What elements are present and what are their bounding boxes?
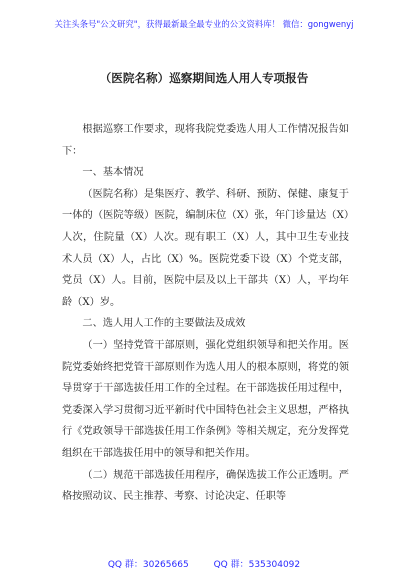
document-title: （医院名称）巡察期间选人用人专项报告	[99, 71, 309, 85]
footer-qq-groups	[0, 557, 408, 570]
qq-group-1: QQ 群：30265665	[107, 560, 189, 570]
section-heading-practices: 二、选人用人工作的主要做法及成效	[82, 318, 246, 330]
header-notice: 关注头条号"公文研究"，获得最新最全最专业的公文资料库！ 微信：gongwenyj	[54, 19, 354, 29]
document-body	[62, 119, 349, 508]
section-heading-basic: 一、基本情况	[82, 167, 144, 179]
basic-info-paragraph: （医院名称）是集医疗、教学、科研、预防、保健、康复于一体的（医院等级）医院，编制床位（X）张，年门诊量达（X）人次，住院量（X）人次。现有职工（X）人，其中卫生专业技术人员（X）人，占比（X）%。医院党委下设（X）个党支部，党员（X）人。目前，医院中层及以上干部共（X）人，平均年龄（X）岁。	[62, 188, 349, 308]
practice-paragraph-1: （一）坚持党管干部原则，强化党组织领导和把关作用。医院党委始终把党管干部原则作为选人用人的根本原则，将党的领导贯穿于干部选拔任用工作的全过程。在干部选拔任用过程中，党委深入学习贯彻习近平新时代中国特色社会主义思想，严格执行《党政领导干部选拔任用工作条例》等相关规定，充分发挥党组织在干部选拔任用中的领导和把关作用。	[62, 339, 349, 459]
practice-paragraph-2: （二）规范干部选拔任用程序，确保选拔工作公正透明。严格按照动议、民主推荐、考察、讨论决定、任职等	[62, 469, 349, 503]
intro-paragraph: 根据巡察工作要求，现将我院党委选人用人工作情况报告如下：	[62, 124, 349, 157]
qq-group-2: QQ 群：535304092	[213, 560, 301, 570]
